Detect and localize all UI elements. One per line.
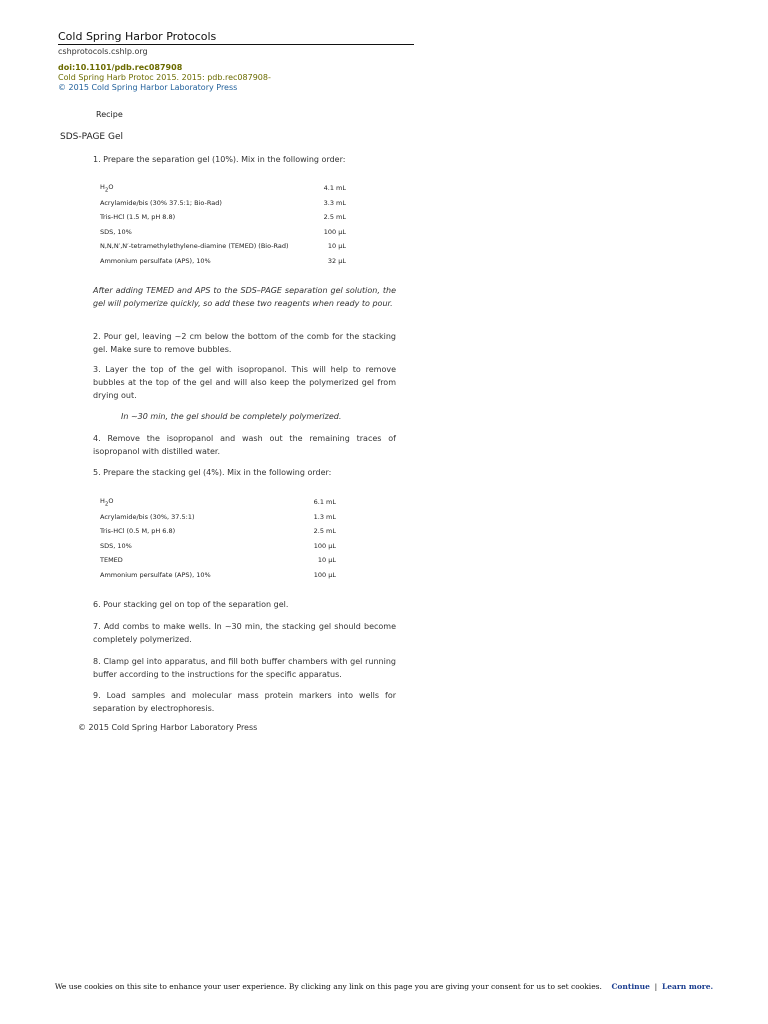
reagent-row bbox=[100, 568, 336, 583]
reagent-row bbox=[100, 495, 336, 510]
step-4 bbox=[93, 432, 396, 458]
reagent-amount: 2.5 mL bbox=[313, 527, 336, 536]
document-header bbox=[58, 30, 418, 92]
footer-copyright: © 2015 Cold Spring Harbor Laboratory Press bbox=[78, 723, 258, 732]
reagent-row bbox=[100, 196, 346, 211]
reagent-row bbox=[100, 210, 346, 225]
cookie-message: We use cookies on this site to enhance your user experience. By clicking any link on this page you are giving your consent for us to set cookies. bbox=[54, 982, 602, 991]
link-separator: | bbox=[654, 982, 658, 991]
reagent-amount: 6.1 mL bbox=[313, 498, 336, 507]
reagent-name: Acrylamide/bis (30% 37.5:1; Bio-Rad) bbox=[100, 198, 222, 207]
reagent-name: SDS, 10% bbox=[100, 227, 132, 236]
citation: Cold Spring Harb Protoc 2015. 2015: pdb.rec087908- bbox=[58, 73, 271, 82]
reagent-amount: 100 µL bbox=[313, 541, 336, 550]
step-7-text: 7. Add combs to make wells. In ~30 min, the stacking gel should become completely polymerized. bbox=[93, 622, 396, 644]
reagent-row bbox=[100, 181, 346, 196]
reagent-row bbox=[100, 553, 336, 568]
reagent-name: Tris-HCl (0.5 M, pH 6.8) bbox=[100, 527, 176, 536]
reagent-row bbox=[100, 510, 336, 525]
reagent-name: TEMED bbox=[100, 556, 123, 565]
header-copyright: © 2015 Cold Spring Harbor Laboratory Press bbox=[58, 83, 238, 92]
reagent-row bbox=[100, 239, 346, 254]
learn-more-link[interactable]: Learn more. bbox=[661, 982, 714, 991]
reagent-row bbox=[100, 524, 336, 539]
reagent-name: Ammonium persulfate (APS), 10% bbox=[100, 570, 211, 579]
recipe-title: SDS-PAGE Gel bbox=[60, 132, 123, 142]
polymerize-note bbox=[121, 410, 396, 423]
journal-title: Cold Spring Harbor Protocols bbox=[58, 30, 414, 45]
step-5-text: 5. Prepare the stacking gel (4%). Mix in the following order: bbox=[93, 468, 332, 477]
reagent-name: Ammonium persulfate (APS), 10% bbox=[100, 256, 211, 265]
step-8-text: 8. Clamp gel into apparatus, and fill both buffer chambers with gel running buffer according to the instructions for the specific apparatus. bbox=[93, 657, 396, 679]
doi: doi:10.1101/pdb.rec087908 bbox=[58, 63, 183, 72]
reagent-name: $H_2O$ bbox=[100, 497, 114, 508]
reagent-amount: 1.3 mL bbox=[313, 512, 336, 521]
note-1-text: After adding TEMED and APS to the SDS–PAGE separation gel solution, the gel will polymerize quickly, so add these two reagents when ready to pour. bbox=[93, 286, 396, 308]
step-6 bbox=[93, 598, 396, 611]
reagent-name: Acrylamide/bis (30%, 37.5:1) bbox=[100, 512, 195, 521]
step-1 bbox=[93, 153, 396, 166]
separation-gel-table bbox=[100, 181, 346, 268]
step-8 bbox=[93, 655, 396, 681]
note-3-text: In ~30 min, the gel should be completely polymerized. bbox=[121, 412, 342, 421]
reagent-name: $H_2O$ bbox=[100, 183, 114, 194]
reagent-amount: 10 µL bbox=[317, 556, 336, 565]
step-2-text: 2. Pour gel, leaving ~2 cm below the bottom of the comb for the stacking gel. Make sure to remove bubbles. bbox=[93, 332, 396, 354]
reagent-amount: 3.3 mL bbox=[323, 198, 346, 207]
reagent-amount: 4.1 mL bbox=[323, 184, 346, 193]
step-2 bbox=[93, 330, 396, 356]
step-9 bbox=[93, 689, 396, 715]
step-3-text: 3. Layer the top of the gel with isopropanol. This will help to remove bubbles at the top of the gel and will also keep the polymerized gel from drying out. bbox=[93, 365, 396, 400]
continue-link[interactable]: Continue bbox=[611, 982, 650, 991]
step-1-text: 1. Prepare the separation gel (10%). Mix in the following order: bbox=[93, 155, 346, 164]
reagent-name: Tris-HCl (1.5 M, pH 8.8) bbox=[100, 213, 176, 222]
cookie-consent-bar bbox=[0, 982, 768, 991]
step-7 bbox=[93, 620, 396, 646]
recipe-label: Recipe bbox=[96, 110, 123, 119]
reagent-amount: 10 µL bbox=[327, 242, 346, 251]
stacking-gel-table bbox=[100, 495, 336, 582]
reagent-amount: 32 µL bbox=[327, 256, 346, 265]
reagent-amount: 2.5 mL bbox=[323, 213, 346, 222]
reagent-amount: 100 µL bbox=[313, 570, 336, 579]
reagent-name: N,N,N′,N′-tetramethylethylene-diamine (TEMED) (Bio-Rad) bbox=[100, 242, 289, 251]
site-url: cshprotocols.cshlp.org bbox=[58, 47, 148, 56]
reagent-amount: 100 µL bbox=[323, 227, 346, 236]
step-4-text: 4. Remove the isopropanol and wash out the remaining traces of isopropanol with distilled water. bbox=[93, 434, 396, 456]
reagent-row bbox=[100, 225, 346, 240]
reagent-row bbox=[100, 254, 346, 269]
reagent-row bbox=[100, 539, 336, 554]
reagent-name: SDS, 10% bbox=[100, 541, 132, 550]
step-3 bbox=[93, 363, 396, 402]
separation-note bbox=[93, 284, 396, 310]
step-5 bbox=[93, 466, 396, 479]
step-6-text: 6. Pour stacking gel on top of the separation gel. bbox=[93, 600, 289, 609]
step-9-text: 9. Load samples and molecular mass protein markers into wells for separation by electrophoresis. bbox=[93, 691, 396, 713]
